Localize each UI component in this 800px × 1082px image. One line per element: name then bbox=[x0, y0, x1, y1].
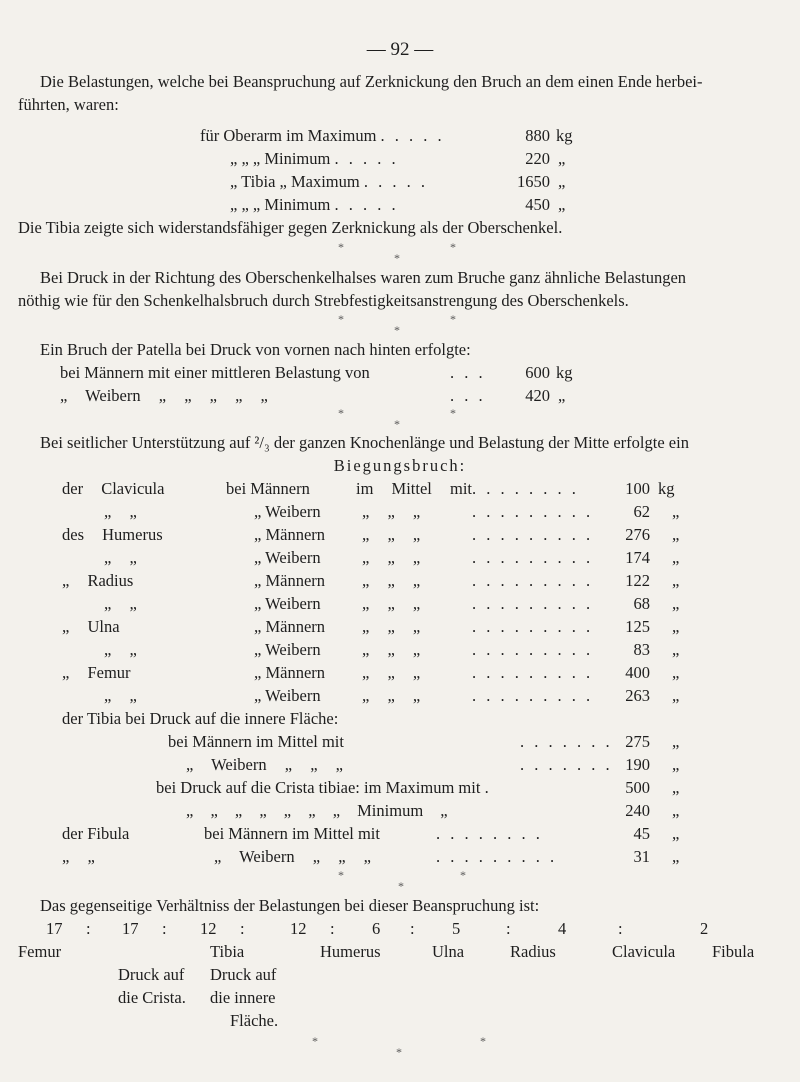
tibia-head: der Tibia bei Druck auf die innere Fläche: bbox=[62, 709, 339, 728]
table-row: bei Männern im Mittel mit bbox=[168, 732, 344, 751]
row-unit: „ bbox=[672, 686, 680, 705]
table-row: bei Männern mit einer mittleren Belastung von bbox=[60, 363, 370, 382]
ratio-intro: Das gegenseitige Verhältniss der Belastungen bei dieser Beanspruchung ist: bbox=[40, 896, 540, 915]
row-value: 68 bbox=[633, 594, 650, 613]
star-icon: * bbox=[338, 868, 344, 882]
row-unit: „ bbox=[672, 847, 680, 866]
ratio-number: 2 bbox=[700, 919, 709, 938]
row-value: 190 bbox=[625, 755, 650, 774]
star-icon: * bbox=[394, 323, 400, 337]
row-value: 400 bbox=[625, 663, 650, 682]
row-dots: . . . . . . . . . bbox=[472, 594, 594, 613]
row-dots: . . . . . . . . . bbox=[436, 847, 558, 866]
sex-label: „ Männern bbox=[254, 525, 326, 544]
star-icon: * bbox=[338, 312, 344, 326]
ratio-separator: : bbox=[618, 919, 623, 938]
star-icon: * bbox=[338, 240, 344, 254]
ratio-bone-label: Ulna bbox=[432, 942, 465, 961]
table-row: bei Männern im Mittel mit bbox=[204, 824, 380, 843]
table-row: bei Druck auf die Crista tibiae: im Maximum mit . bbox=[156, 778, 489, 797]
row-unit: „ bbox=[672, 640, 680, 659]
row-value: 240 bbox=[625, 801, 650, 820]
table-row: „ „ bbox=[62, 847, 95, 866]
star-icon: * bbox=[450, 312, 456, 326]
ratio-bone-label: Fibula bbox=[712, 942, 755, 961]
row-unit: „ bbox=[672, 755, 680, 774]
row-dots: . . . . . . . . . bbox=[472, 571, 594, 590]
table-row: „ Weibern „ „ „ bbox=[186, 755, 343, 774]
bone-name: der Clavicula bbox=[62, 479, 165, 498]
sex-label: „ Weibern bbox=[254, 502, 321, 521]
bone-name: „ „ bbox=[104, 594, 137, 613]
row-dots: . . . . . . . . . bbox=[472, 617, 594, 636]
bone-name: „ Ulna bbox=[62, 617, 120, 636]
ratio-subnote: Druck auf bbox=[118, 965, 185, 984]
star-separator bbox=[0, 868, 800, 894]
ratio-number: 4 bbox=[558, 919, 567, 938]
sex-label: bei Männern bbox=[226, 479, 310, 498]
biegung-line-1: Bei seitlicher Unterstützung auf ²/₃ der ganzen Knochenlänge und Belastung der Mitte erfolgte ein bbox=[40, 433, 689, 452]
row-dots: . . . . . . . . . bbox=[472, 686, 594, 705]
star-icon: * bbox=[396, 1045, 402, 1059]
bone-name: „ „ bbox=[104, 548, 137, 567]
star-icon: * bbox=[450, 406, 456, 420]
tibia-note: Die Tibia zeigte sich widerstandsfähiger gegen Zerknickung als der Oberschenkel. bbox=[18, 218, 563, 237]
sex-label: „ Männern bbox=[254, 617, 326, 636]
row-value: 600 bbox=[525, 363, 550, 382]
row-unit: „ bbox=[672, 778, 680, 797]
sex-label: „ Männern bbox=[254, 571, 326, 590]
row-unit: „ bbox=[558, 386, 566, 405]
row-dots: . . . . . . . . . bbox=[472, 502, 594, 521]
bone-name: „ Femur bbox=[62, 663, 131, 682]
mittel-label: „ „ „ bbox=[362, 663, 421, 682]
table-row: für Oberarm im Maximum . . . . . bbox=[200, 126, 445, 145]
row-dots: . . . . . . . . bbox=[436, 824, 543, 843]
row-unit: „ bbox=[672, 732, 680, 751]
star-icon: * bbox=[480, 1034, 486, 1048]
star-separator bbox=[0, 240, 800, 266]
row-unit: kg bbox=[556, 363, 573, 382]
row-value: 275 bbox=[625, 732, 650, 751]
ratio-bone-label: Tibia bbox=[210, 942, 245, 961]
intro-line-1: Die Belastungen, welche bei Beanspruchung auf Zerknickung den Bruch an dem einen Ende herbei- bbox=[40, 72, 703, 91]
row-value: 500 bbox=[625, 778, 650, 797]
star-icon: * bbox=[312, 1034, 318, 1048]
star-icon: * bbox=[394, 417, 400, 431]
bone-name: des Humerus bbox=[62, 525, 163, 544]
sex-label: „ Weibern bbox=[254, 594, 321, 613]
table-row: „ Weibern „ „ „ „ „ bbox=[60, 386, 268, 405]
mittel-label: „ „ „ bbox=[362, 548, 421, 567]
patella-intro: Ein Bruch der Patella bei Druck von vornen nach hinten erfolgte: bbox=[40, 340, 471, 359]
row-unit: „ bbox=[672, 548, 680, 567]
row-value: 174 bbox=[625, 548, 650, 567]
mittel-label: „ „ „ bbox=[362, 617, 421, 636]
mittel-label: „ „ „ bbox=[362, 502, 421, 521]
row-dots: . . . . . . . bbox=[520, 732, 613, 751]
ratio-number: 5 bbox=[452, 919, 461, 938]
row-dots: . . . bbox=[450, 363, 486, 382]
ratio-subnote: die innere bbox=[210, 988, 276, 1007]
row-value: 100 bbox=[625, 479, 650, 498]
ratio-bone-label: Humerus bbox=[320, 942, 381, 961]
star-separator bbox=[0, 1034, 800, 1060]
biegung-caption: Biegungsbruch: bbox=[333, 456, 467, 475]
bone-name: „ Radius bbox=[62, 571, 134, 590]
row-dots: . . . . . . . . . bbox=[472, 548, 594, 567]
ratio-separator: : bbox=[330, 919, 335, 938]
row-value: 125 bbox=[625, 617, 650, 636]
mittel-label: „ „ „ bbox=[362, 686, 421, 705]
row-unit: „ bbox=[672, 502, 680, 521]
ratio-subnote: die Crista. bbox=[118, 988, 186, 1007]
ratio-subnote: Druck auf bbox=[210, 965, 277, 984]
ratio-number: 12 bbox=[290, 919, 307, 938]
row-unit: „ bbox=[672, 801, 680, 820]
bone-name: „ „ bbox=[104, 640, 137, 659]
row-value: 83 bbox=[633, 640, 650, 659]
row-unit: „ bbox=[672, 663, 680, 682]
ratio-separator: : bbox=[240, 919, 245, 938]
sex-label: „ Weibern bbox=[254, 686, 321, 705]
table-row: „ Tibia „ Maximum . . . . . bbox=[230, 172, 428, 191]
row-unit: kg bbox=[556, 126, 573, 145]
mittel-label: „ „ „ bbox=[362, 640, 421, 659]
ratio-separator: : bbox=[162, 919, 167, 938]
row-dots: . . . . . . . . . bbox=[472, 525, 594, 544]
star-icon: * bbox=[398, 879, 404, 893]
row-value: 31 bbox=[633, 847, 650, 866]
row-value: 450 bbox=[525, 195, 550, 214]
ratio-separator: : bbox=[410, 919, 415, 938]
star-icon: * bbox=[450, 240, 456, 254]
ratio-subnote: Fläche. bbox=[230, 1011, 279, 1030]
row-value: 45 bbox=[633, 824, 650, 843]
row-value: 276 bbox=[625, 525, 650, 544]
table-row: „ „ „ „ „ „ „ Minimum „ bbox=[186, 801, 448, 820]
sex-label: „ Weibern bbox=[254, 640, 321, 659]
ratio-separator: : bbox=[86, 919, 91, 938]
row-unit: kg bbox=[658, 479, 675, 498]
mittel-label: „ „ „ bbox=[362, 571, 421, 590]
row-dots: . . . . . . . . . bbox=[472, 663, 594, 682]
schenkelhals-line-2: nöthig wie für den Schenkelhalsbruch durch Strebfestigkeitsanstrengung des Oberschenkels. bbox=[18, 291, 629, 310]
row-unit: „ bbox=[672, 571, 680, 590]
row-unit: „ bbox=[558, 149, 566, 168]
row-dots: . . . . . . . . . bbox=[472, 640, 594, 659]
ratio-bone-label: Femur bbox=[18, 942, 62, 961]
ratio-separator: : bbox=[506, 919, 511, 938]
ratio-number: 12 bbox=[200, 919, 217, 938]
star-separator bbox=[0, 406, 800, 432]
ratio-bone-label: Clavicula bbox=[612, 942, 676, 961]
row-unit: „ bbox=[558, 172, 566, 191]
row-unit: „ bbox=[672, 824, 680, 843]
table-row: „ „ „ Minimum . . . . . bbox=[230, 149, 399, 168]
row-unit: „ bbox=[672, 525, 680, 544]
ratio-number: 17 bbox=[46, 919, 63, 938]
mittel-label: im Mittel mit bbox=[356, 479, 473, 498]
star-separator bbox=[0, 312, 800, 338]
row-unit: „ bbox=[558, 195, 566, 214]
table-row: „ Weibern „ „ „ bbox=[214, 847, 371, 866]
star-icon: * bbox=[460, 868, 466, 882]
row-dots: . . . bbox=[450, 386, 486, 405]
bone-name: „ „ bbox=[104, 502, 137, 521]
intro-line-2: führten, waren: bbox=[18, 95, 119, 114]
row-value: 220 bbox=[525, 149, 550, 168]
sex-label: „ Männern bbox=[254, 663, 326, 682]
mittel-label: „ „ „ bbox=[362, 594, 421, 613]
row-value: 1650 bbox=[517, 172, 550, 191]
row-value: 263 bbox=[625, 686, 650, 705]
row-value: 880 bbox=[525, 126, 550, 145]
row-value: 122 bbox=[625, 571, 650, 590]
star-icon: * bbox=[338, 406, 344, 420]
bone-name: „ „ bbox=[104, 686, 137, 705]
row-value: 420 bbox=[525, 386, 550, 405]
row-unit: „ bbox=[672, 594, 680, 613]
star-icon: * bbox=[394, 251, 400, 265]
row-dots: . . . . . . . . bbox=[472, 479, 579, 498]
row-unit: „ bbox=[672, 617, 680, 636]
ratio-bone-label: Radius bbox=[510, 942, 556, 961]
page-number: — 92 — bbox=[366, 39, 434, 60]
ratio-number: 6 bbox=[372, 919, 381, 938]
row-dots: . . . . . . . bbox=[520, 755, 613, 774]
table-row: „ „ „ Minimum . . . . . bbox=[230, 195, 399, 214]
row-value: 62 bbox=[633, 502, 650, 521]
table-row: der Fibula bbox=[62, 824, 130, 843]
schenkelhals-line-1: Bei Druck in der Richtung des Oberschenkelhalses waren zum Bruche ganz ähnliche Belastungen bbox=[40, 268, 687, 287]
ratio-number: 17 bbox=[122, 919, 139, 938]
sex-label: „ Weibern bbox=[254, 548, 321, 567]
mittel-label: „ „ „ bbox=[362, 525, 421, 544]
